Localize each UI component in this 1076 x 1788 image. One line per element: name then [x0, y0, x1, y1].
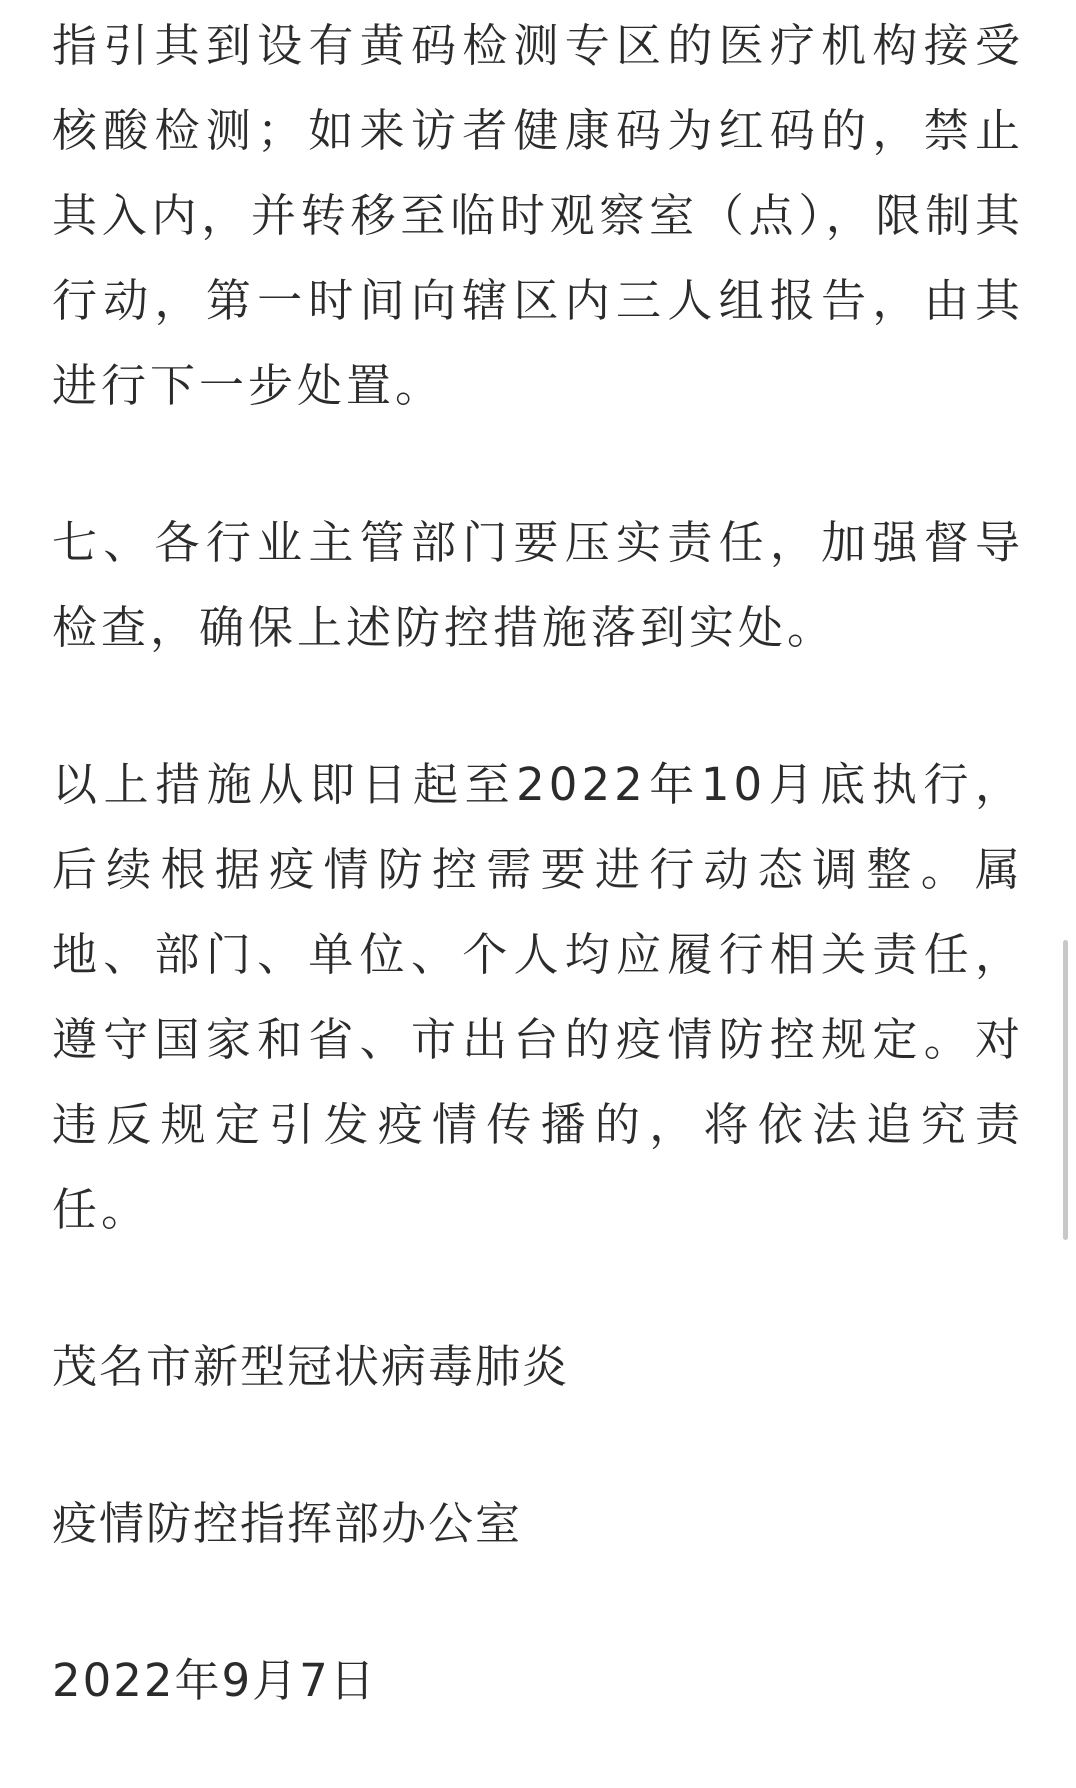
paragraph-yellow-red-code: 指引其到设有黄码检测专区的医疗机构接受核酸检测；如来访者健康码为红码的，禁止其入内，并转移至临时观察室（点），限制其行动，第一时间向辖区内三人组报告，由其进行下一步处置。 — [52, 19, 1024, 412]
article-body — [52, 0, 1024, 1723]
signature-organization-line2: 疫情防控指挥部办公室 — [52, 1497, 523, 1550]
paragraph-item-seven: 七、各行业主管部门要压实责任，加强督导检查，确保上述防控措施落到实处。 — [52, 516, 1024, 654]
paragraph-effective-period: 以上措施从即日起至2022年10月底执行，后续根据疫情防控需要进行动态调整。属地、部门、单位、个人均应履行相关责任，遵守国家和省、市出台的疫情防控规定。对违反规定引发疫情传播的，将依法追究责任。 — [52, 758, 1024, 1236]
scrollbar[interactable] — [1063, 940, 1068, 1240]
signature-date: 2022年9月7日 — [52, 1654, 377, 1707]
signature-organization-line1: 茂名市新型冠状病毒肺炎 — [52, 1340, 570, 1393]
